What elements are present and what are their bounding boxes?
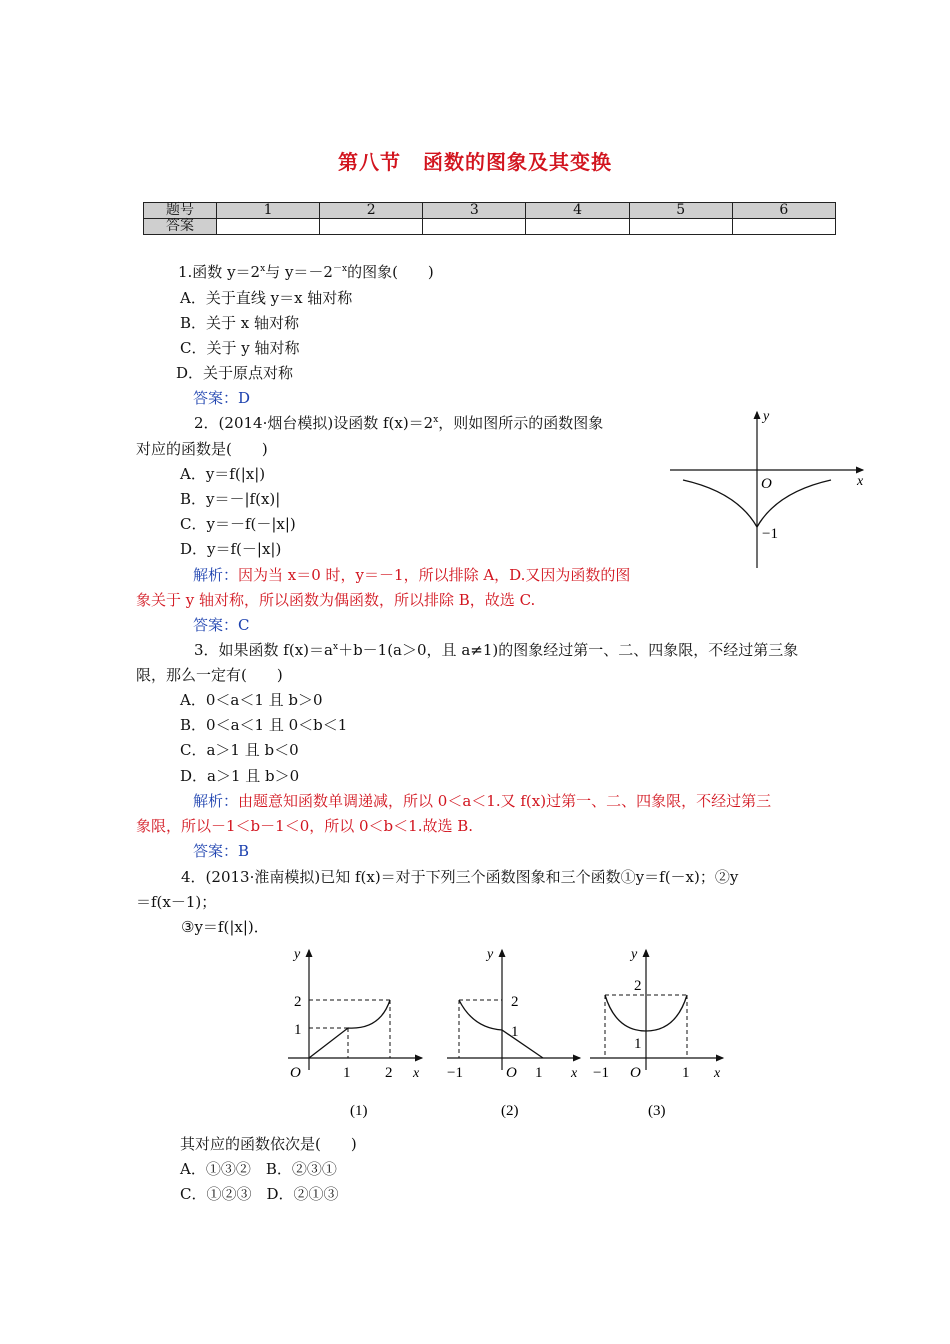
- answer-cell[interactable]: [526, 219, 629, 235]
- graph-caption: (1): [350, 1103, 368, 1119]
- q3-option-d: D．a＞1 且 b＞0: [180, 767, 300, 785]
- q4-options-cd: C．①②③ D．②①③: [180, 1185, 339, 1203]
- x-axis-label: x: [857, 474, 864, 489]
- q2-graph: [665, 400, 875, 575]
- tick-x: −1: [447, 1065, 463, 1081]
- y-axis-label: y: [487, 947, 494, 962]
- y-axis-label: y: [294, 947, 301, 962]
- q4-question: 其对应的函数依次是( ): [180, 1135, 357, 1153]
- question-number-cell: 4: [526, 203, 629, 219]
- q3-option-b: B．0＜a＜1 且 0＜b＜1: [180, 716, 348, 734]
- q2-analysis: 解析：因为当 x＝0 时，y＝－1，所以排除 A，D.又因为函数的图: [193, 566, 631, 584]
- q1-stem: 1.函数 $y=2^x$与 $y=-2^{-x}$的图象( ): [178, 263, 434, 281]
- q2-analysis-line2: 象关于 y 轴对称，所以函数为偶函数，所以排除 B，故选 C.: [136, 591, 536, 609]
- curve: [309, 1000, 390, 1058]
- q3-analysis-line2: 象限，所以－1＜b－1＜0，所以 0＜b＜1.故选 B.: [136, 817, 474, 835]
- answer-table-answer-row: [144, 219, 836, 235]
- tick-x: 2: [385, 1065, 393, 1081]
- q4-stem: 4．(2013·淮南模拟)已知 f(x)＝对于下列三个函数图象和三个函数①y＝f(－x)；②y: [181, 868, 739, 886]
- answer-cell[interactable]: [629, 219, 732, 235]
- tick-x: 1: [343, 1065, 351, 1081]
- answer-cell[interactable]: [732, 219, 835, 235]
- answer-cell[interactable]: [217, 219, 320, 235]
- q2-stem: 2．(2014·烟台模拟)设函数 $f(x)=2^x$，则如图所示的函数图象: [194, 414, 604, 432]
- y-axis-label: y: [763, 409, 770, 424]
- tick-y: 2: [294, 994, 302, 1010]
- y-axis-label: y: [631, 947, 638, 962]
- graph-caption: (2): [501, 1103, 519, 1119]
- x-axis-label: x: [413, 1066, 420, 1081]
- q1-option-a: A．关于直线 y＝x 轴对称: [180, 289, 353, 307]
- q3-answer: 答案：B: [193, 842, 250, 860]
- q3-stem: 3．如果函数 $f(x)=a^x+b-1(a>0$，且 a≠1)的图象经过第一、二、四象限，不经过第三象: [194, 641, 799, 659]
- question-number-cell: 2: [320, 203, 423, 219]
- q2-stem-line2: 对应的函数是( ): [136, 440, 268, 458]
- q4-stem-line3: ③y＝f(|x|)．: [181, 918, 269, 936]
- q4-options-ab: A．①③② B．②③①: [180, 1160, 337, 1178]
- question-number-label: 题号: [144, 203, 217, 219]
- q4-stem-line2: ＝f(x－1)；: [136, 893, 217, 911]
- question-number-cell: 1: [217, 203, 320, 219]
- tick-y: 1: [511, 1024, 519, 1040]
- q2-option-c: C．y＝－f(－|x|): [180, 515, 296, 533]
- answer-label: 答案: [144, 219, 217, 235]
- question-number-cell: 5: [629, 203, 732, 219]
- tick-y: 1: [294, 1022, 302, 1038]
- q2-option-b: B．y＝－|f(x)|: [180, 490, 281, 508]
- tick-y: 2: [511, 994, 519, 1010]
- q1-answer: 答案：D: [193, 389, 251, 407]
- q3-option-c: C．a＞1 且 b＜0: [180, 741, 299, 759]
- section-topic: 函数的图象及其变换: [423, 150, 612, 174]
- origin-label: O: [761, 476, 772, 492]
- origin-label: O: [630, 1065, 641, 1081]
- graph-caption: (3): [648, 1103, 666, 1119]
- x-axis-label: x: [571, 1066, 578, 1081]
- q3-stem-line2: 限，那么一定有( ): [136, 666, 283, 684]
- q1-option-c: C．关于 y 轴对称: [180, 339, 300, 357]
- tick-y: 2: [634, 978, 642, 994]
- q3-analysis: 解析：由题意知函数单调递减，所以 0＜a＜1.又 f(x)过第一、二、四象限，不经过第三: [193, 792, 772, 810]
- answer-table-header-row: [144, 203, 836, 219]
- answer-table: [143, 202, 836, 235]
- origin-label: O: [506, 1065, 517, 1081]
- q4-graph-3: [588, 940, 728, 1125]
- question-number-cell: 3: [423, 203, 526, 219]
- tick-y: 1: [634, 1036, 642, 1052]
- tick-x: −1: [593, 1065, 609, 1081]
- tick-x: 1: [682, 1065, 690, 1081]
- q2-option-d: D．y＝f(－|x|): [180, 540, 282, 558]
- q4-graph-2: [445, 940, 585, 1125]
- q3-option-a: A．0＜a＜1 且 b＞0: [180, 691, 323, 709]
- origin-label: O: [290, 1065, 301, 1081]
- q1-option-b: B．关于 x 轴对称: [180, 314, 300, 332]
- answer-cell[interactable]: [423, 219, 526, 235]
- q2-answer: 答案：C: [193, 616, 250, 634]
- tick-x: 1: [535, 1065, 543, 1081]
- section-number: 第八节: [338, 150, 401, 174]
- curve: [459, 1000, 543, 1058]
- q1-option-d: D．关于原点对称: [176, 364, 294, 382]
- q4-graph-1: [280, 940, 430, 1125]
- page-title: [0, 146, 950, 175]
- x-axis-label: x: [714, 1066, 721, 1081]
- q2-option-a: A．y＝f(|x|): [180, 465, 266, 483]
- answer-cell[interactable]: [320, 219, 423, 235]
- question-number-cell: 6: [732, 203, 835, 219]
- neg-one-label: −1: [762, 526, 778, 542]
